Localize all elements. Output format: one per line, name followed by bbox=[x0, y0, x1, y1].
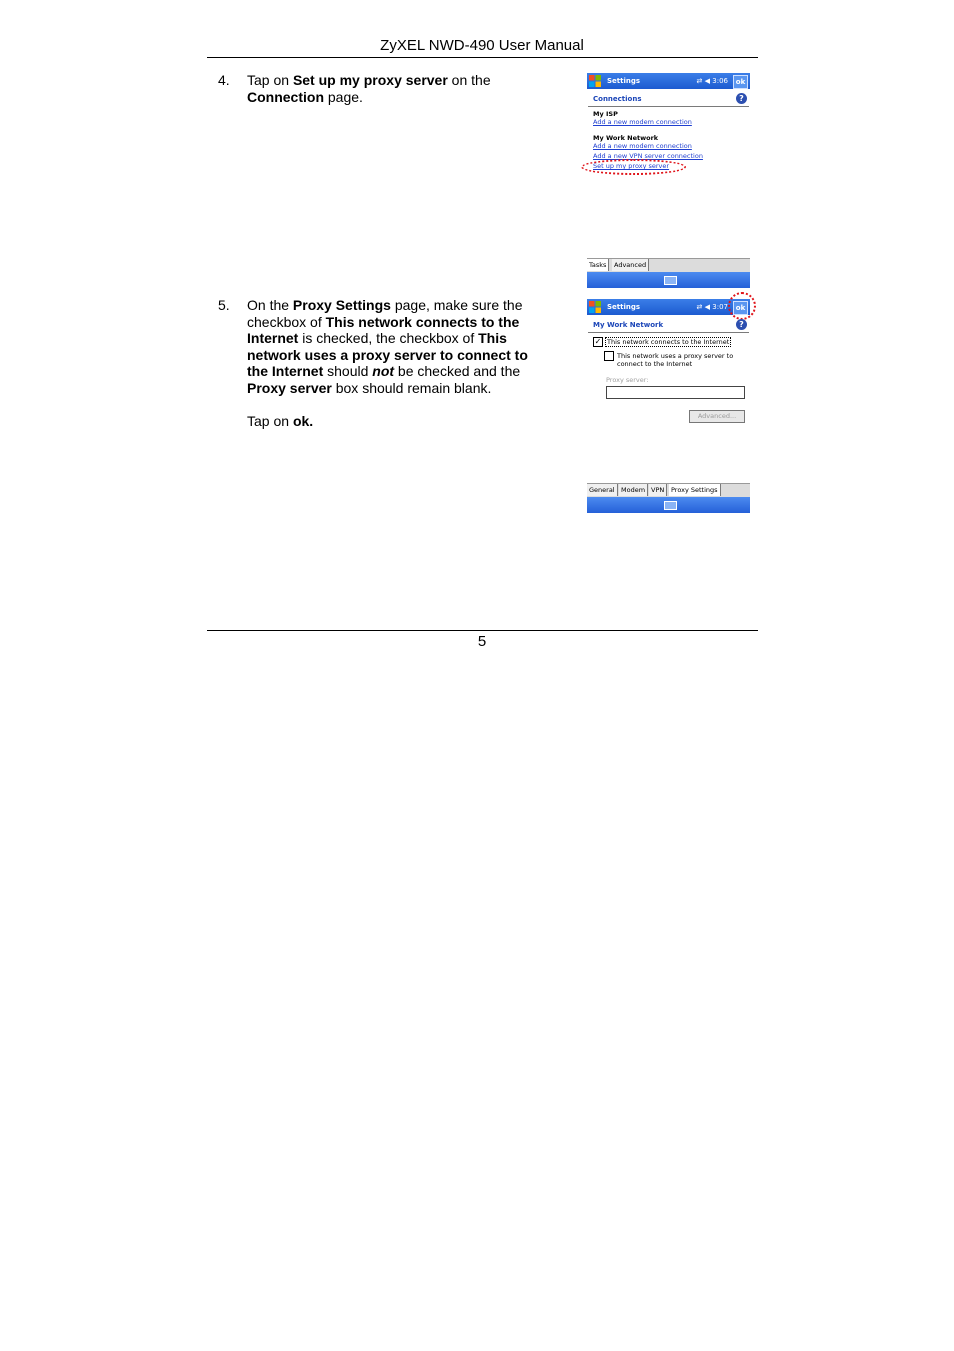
screenshot-connections bbox=[587, 73, 750, 291]
title-bar bbox=[587, 73, 750, 89]
title-text: Settings bbox=[607, 303, 641, 311]
text-run: Connection bbox=[247, 88, 324, 105]
text-run: not bbox=[372, 363, 395, 380]
ok-button[interactable]: ok bbox=[733, 301, 748, 315]
screenshot-proxy-settings bbox=[587, 299, 750, 515]
proxy-server-label: Proxy server: bbox=[606, 376, 649, 384]
text-run: Proxy server bbox=[247, 379, 332, 396]
text-run: box should remain blank. bbox=[331, 379, 492, 396]
group-my-isp: My ISP bbox=[593, 110, 618, 118]
tab-advanced[interactable]: Advanced bbox=[612, 259, 649, 271]
title-bar bbox=[587, 299, 750, 315]
connects-internet-label: This network connects to the Internet bbox=[607, 338, 730, 346]
tab-vpn[interactable]: VPN bbox=[649, 484, 667, 496]
clock: 3:06 bbox=[712, 77, 728, 85]
text-run: page, make sure the checkbox of bbox=[247, 297, 523, 330]
text-run: Set up my proxy server bbox=[292, 72, 448, 88]
text-run: is checked, the checkbox of bbox=[298, 330, 479, 347]
step-4-number: 4. bbox=[218, 72, 230, 88]
step-5-followup bbox=[247, 413, 547, 430]
step-4-text bbox=[247, 72, 537, 105]
keyboard-icon[interactable] bbox=[664, 501, 677, 510]
text-run: be checked and the bbox=[394, 363, 521, 380]
clock: 3:07 bbox=[712, 303, 728, 311]
group-my-work-network: My Work Network bbox=[593, 134, 659, 142]
text-run: Tap on bbox=[247, 413, 293, 429]
step-5-text bbox=[247, 297, 545, 397]
uses-proxy-label-line2: connect to the Internet bbox=[617, 360, 693, 368]
link-add-modem-work[interactable]: Add a new modem connection bbox=[593, 142, 692, 150]
document-header-title: ZyXEL NWD-490 User Manual bbox=[380, 37, 584, 54]
page-number: 5 bbox=[477, 633, 487, 650]
speaker-icon[interactable]: ◀ bbox=[704, 77, 711, 85]
text-run: ok. bbox=[292, 413, 314, 429]
tab-proxy-settings[interactable]: Proxy Settings bbox=[669, 484, 721, 496]
tab-strip bbox=[587, 258, 750, 272]
text-run: on the bbox=[447, 72, 491, 88]
text-run: This network uses a proxy server to connect to the Internet bbox=[247, 330, 528, 380]
tray bbox=[697, 77, 728, 85]
link-add-modem-isp[interactable]: Add a new modem connection bbox=[593, 118, 692, 126]
connectivity-icon[interactable]: ⇄ bbox=[696, 303, 703, 311]
text-run: should bbox=[323, 363, 373, 380]
uses-proxy-checkbox[interactable] bbox=[604, 351, 614, 361]
text-run: On the bbox=[247, 297, 293, 313]
windows-flag-icon[interactable] bbox=[589, 75, 601, 87]
link-add-vpn[interactable]: Add a new VPN server connection bbox=[593, 152, 703, 160]
step-5-number: 5. bbox=[218, 297, 230, 313]
text-run: page. bbox=[324, 88, 363, 105]
keyboard-icon[interactable] bbox=[664, 276, 677, 285]
help-icon[interactable]: ? bbox=[736, 319, 747, 330]
header-separator bbox=[588, 332, 749, 333]
menu-bar bbox=[587, 497, 750, 513]
advanced-button[interactable]: Advanced... bbox=[689, 410, 745, 423]
link-setup-proxy[interactable]: Set up my proxy server bbox=[593, 162, 670, 170]
tray bbox=[697, 303, 728, 311]
help-icon[interactable]: ? bbox=[736, 93, 747, 104]
footer-rule bbox=[207, 630, 758, 631]
page-header: Connections bbox=[593, 95, 642, 103]
speaker-icon[interactable]: ◀ bbox=[704, 303, 711, 311]
page-header: My Work Network bbox=[593, 321, 664, 329]
ok-button[interactable]: ok bbox=[733, 75, 748, 89]
text-run: This network connects to the Internet bbox=[247, 313, 520, 347]
highlight-circle bbox=[728, 292, 756, 320]
highlight-circle bbox=[581, 159, 686, 175]
title-text: Settings bbox=[607, 77, 641, 85]
header-rule bbox=[207, 57, 758, 58]
text-run: Proxy Settings bbox=[292, 297, 391, 313]
tab-strip bbox=[587, 483, 750, 497]
menu-bar bbox=[587, 272, 750, 288]
tab-modem[interactable]: Modem bbox=[619, 484, 648, 496]
connectivity-icon[interactable]: ⇄ bbox=[696, 77, 703, 85]
connects-internet-checkbox[interactable]: ✓ bbox=[594, 337, 602, 346]
windows-flag-icon[interactable] bbox=[589, 301, 601, 313]
header-separator bbox=[588, 106, 749, 107]
tab-general[interactable]: General bbox=[587, 484, 618, 496]
uses-proxy-label-line1: This network uses a proxy server to bbox=[617, 352, 734, 360]
tab-tasks[interactable]: Tasks bbox=[587, 259, 609, 271]
text-run: Tap on bbox=[247, 72, 293, 88]
proxy-server-input[interactable] bbox=[606, 386, 745, 399]
